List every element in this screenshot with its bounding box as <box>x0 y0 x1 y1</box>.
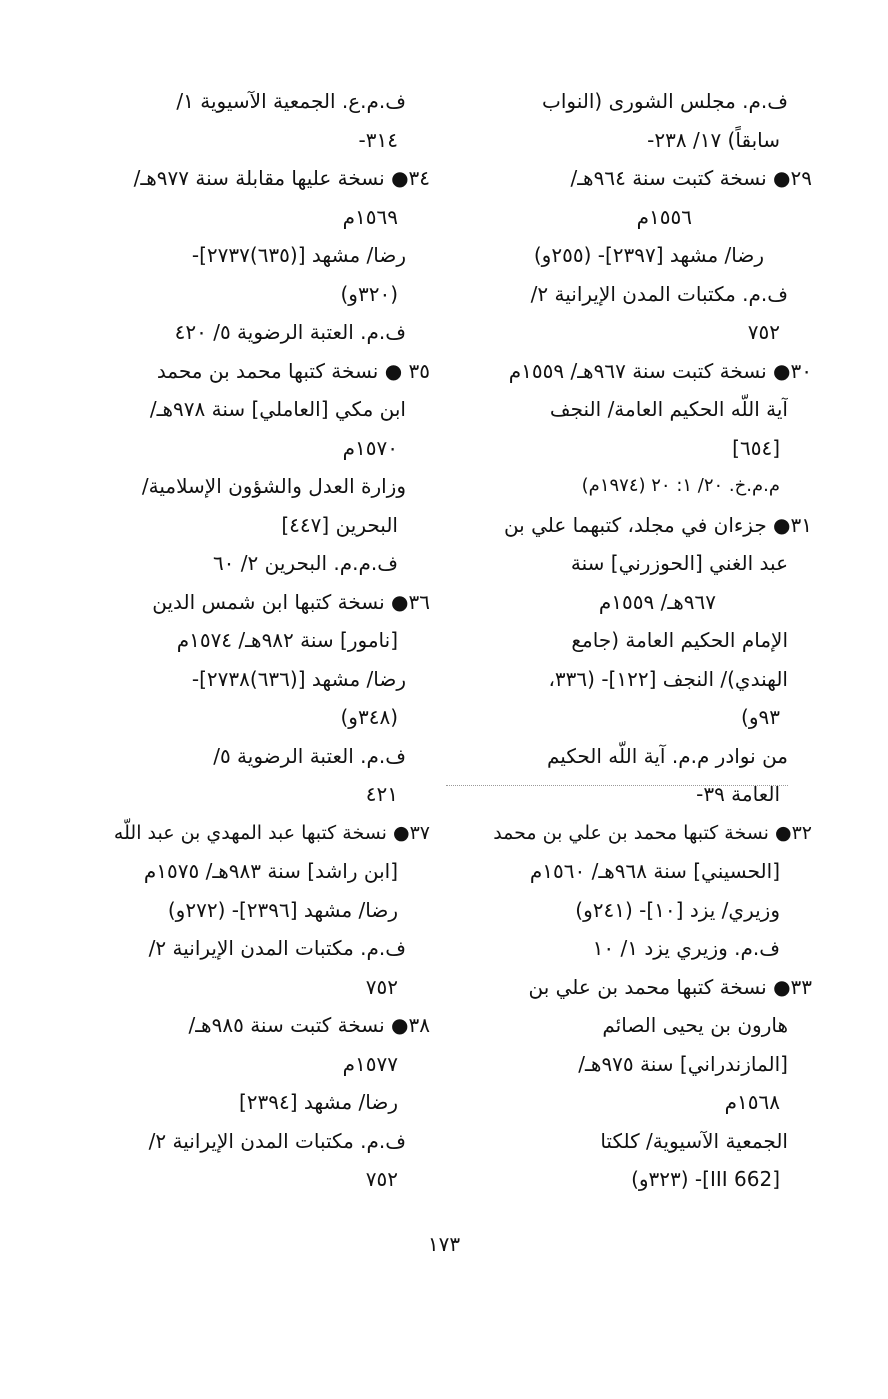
text-line: ف.م.ع. الجمعية الآسيوية ١/ <box>176 89 406 113</box>
entry-33-start: ٣٣● نسخة كتبها محمد بن علي بن <box>528 974 812 999</box>
entry-37-start: ٣٧● نسخة كتبها عبد المهدي بن عبد اللّه <box>113 821 430 844</box>
text-line: رضا/ مشهد [(٦٣٦)٢٧٣٨]- <box>191 666 406 691</box>
text-line: ٧٥٢ <box>365 1167 398 1191</box>
text-line: رضا/ مشهد [٢٣٩٧]- (٢٥٥و) <box>533 243 764 267</box>
text-line: ف.م. العتبة الرضوية ٥/ ٤٢٠ <box>174 320 406 344</box>
text-line: ٩٦٧هـ/ ١٥٥٩م <box>598 589 716 614</box>
text-line: ٩٣و) <box>741 705 780 729</box>
text-line: الإمام الحكيم العامة (جامع <box>571 628 788 652</box>
text-line: آية اللّه الحكيم العامة/ النجف <box>549 397 788 421</box>
entry-29-start: ٢٩● نسخة كتبت سنة ٩٦٤هـ/ <box>570 166 812 190</box>
text-line: ١٥٥٦م <box>636 204 692 229</box>
text-line: (٣٢٠و) <box>340 281 398 306</box>
text-line: ابن مكي [العاملي] سنة ٩٧٨هـ/ <box>149 397 406 421</box>
text-line: رضا/ مشهد [٢٣٩٤] <box>238 1090 398 1114</box>
entry-35-start: ٣٥ ● نسخة كتبها محمد بن محمد <box>156 358 430 383</box>
text-line: [المازندراني] سنة ٩٧٥هـ/ <box>578 1051 788 1076</box>
entry-32-start: ٣٢● نسخة كتبها محمد بن علي بن محمد <box>493 821 812 844</box>
text-line: وزيري/ يزد [١٠]- (٢٤١و) <box>575 897 780 922</box>
text-line: من نوادر م.م. آية اللّه الحكيم <box>546 743 788 768</box>
right-column <box>446 82 812 1199</box>
text-line: الجمعية الآسيوية/ كلكتا <box>600 1128 788 1153</box>
entry-31-start: ٣١● جزءان في مجلد، كتبهما علي بن <box>503 512 812 537</box>
text-line: (٣٤٨و) <box>340 705 398 729</box>
text-line: [III 662]- (٣٢٣و) <box>631 1167 780 1191</box>
entry-38-start: ٣٨● نسخة كتبت سنة ٩٨٥هـ/ <box>188 1013 430 1037</box>
text-line: ف.م. وزيري يزد ١/ ١٠ <box>592 936 780 960</box>
text-line: رضا/ مشهد [(٦٣٥)٢٧٣٧]- <box>191 243 406 267</box>
text-line: ١٥٦٩م <box>342 204 398 229</box>
entry-30-start: ٣٠● نسخة كتبت سنة ٩٦٧هـ/ ١٥٥٩م <box>508 358 812 383</box>
text-line: م.م.خ. ٢٠/ ١: ٢٠ (١٩٧٤م) <box>581 475 780 496</box>
text-line: ٤٢١ <box>365 782 398 806</box>
text-line: ف.م. مكتبات المدن الإيرانية ٢/ <box>148 936 406 960</box>
text-line: ف.م. مكتبات المدن الإيرانية ٢/ <box>148 1128 406 1153</box>
text-line: [ابن راشد] سنة ٩٨٣هـ/ ١٥٧٥م <box>143 859 398 883</box>
text-line: ف.م. مكتبات المدن الإيرانية ٢/ <box>530 281 788 306</box>
text-line: ف.م.م. البحرين ٢/ ٦٠ <box>212 551 398 575</box>
text-line: البحرين [٤٤٧] <box>281 512 398 537</box>
text-line: الهندي)/ النجف [١٢٢]- (٣٣٦، <box>548 666 788 691</box>
text-line: ١٥٦٨م <box>724 1090 780 1114</box>
entry-34-start: ٣٤● نسخة عليها مقابلة سنة ٩٧٧هـ/ <box>133 166 430 190</box>
text-line: ١٥٧٠م <box>342 435 398 460</box>
text-line: [٦٥٤] <box>732 435 780 460</box>
column-divider <box>446 785 788 786</box>
text-line: ف.م. العتبة الرضوية ٥/ <box>213 743 406 768</box>
text-line: ٧٥٢ <box>747 320 780 344</box>
text-line: سابقاً) ١٧/ ٢٣٨- <box>647 127 780 152</box>
entry-36-start: ٣٦● نسخة كتبها ابن شمس الدين <box>152 589 430 614</box>
text-line: عبد الغني [الحوزرني] سنة <box>570 551 788 575</box>
text-line: وزارة العدل والشؤون الإسلامية/ <box>141 474 406 498</box>
text-line: [الحسيني] سنة ٩٦٨هـ/ ١٥٦٠م <box>529 859 780 883</box>
text-line: ١٥٧٧م <box>342 1051 398 1076</box>
text-line: ٣١٤- <box>358 127 398 152</box>
text-line: [نامور] سنة ٩٨٢هـ/ ١٥٧٤م <box>176 628 398 652</box>
text-line: العامة ٣٩- <box>696 782 780 806</box>
text-line: رضا/ مشهد [٢٣٩٦]- (٢٧٢و) <box>167 897 398 922</box>
text-line: ف.م. مجلس الشورى (النواب <box>542 89 788 113</box>
left-column <box>58 82 430 1199</box>
page-number: ١٧٣ <box>427 1232 461 1256</box>
text-line: ٧٥٢ <box>365 974 398 999</box>
text-line: هارون بن يحيى الصائم <box>602 1013 788 1037</box>
